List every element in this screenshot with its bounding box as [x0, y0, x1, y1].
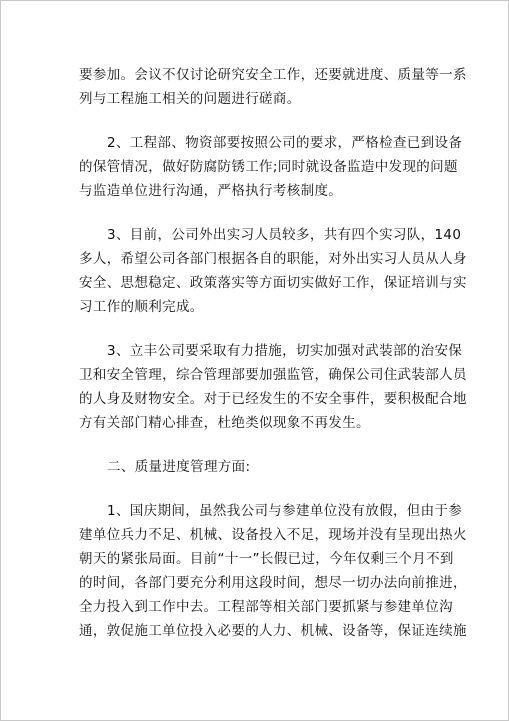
paragraph [79, 223, 467, 319]
paragraph [79, 499, 467, 643]
text-line: 多人，希望公司各部门根据各自的职能，对外出实习人员从人身 [79, 251, 467, 267]
text-line: 通，敦促施工单位投入必要的人力、机械、设备等，保证连续施 [79, 623, 467, 639]
document-body [79, 63, 467, 663]
text-line: 二、质量进度管理方面: [107, 459, 251, 475]
text-line: 安全、思想稳定、政策落实等方面切实做好工作，保证培训与实 [79, 275, 467, 291]
text-line: 卫和安全管理，综合管理部要加强监管，确保公司住武装部人员 [79, 367, 467, 383]
text-line: 要参加。会议不仅讨论研究安全工作，还要就进度、质量等一系 [79, 67, 467, 83]
text-line: 的时间，各部门要充分利用这段时间，想尽一切办法向前推进， [79, 575, 467, 591]
paragraph [79, 63, 467, 111]
text-line: 2、工程部、物资部要按照公司的要求，严格检查已到设备 [107, 135, 463, 151]
text-line: 方有关部门精心排查，杜绝类似现象不再发生。 [79, 415, 370, 431]
text-line: 3、目前，公司外出实习人员较多，共有四个实习队，140 [107, 227, 462, 243]
paragraph [79, 339, 467, 435]
text-line: 与监造单位进行沟通，严格执行考核制度。 [79, 183, 343, 199]
text-line: 列与工程施工相关的问题进行磋商。 [79, 91, 301, 107]
paragraph [79, 455, 439, 479]
text-line: 3、立丰公司要采取有力措施，切实加强对武装部的治安保 [107, 343, 463, 359]
paragraph [79, 131, 463, 203]
text-line: 的保管情况，做好防腐防锈工作;同时就设备监造中发现的问题 [79, 159, 458, 175]
text-line: 全力投入到工作中去。工程部等相关部门要抓紧与参建单位沟 [79, 599, 453, 615]
text-line: 习工作的顺利完成。 [79, 299, 204, 315]
text-line: 建单位兵力不足、机械、设备投入不足，现场并没有呈现出热火 [79, 527, 467, 543]
text-line: 1、国庆期间，虽然我公司与参建单位没有放假，但由于参 [107, 503, 463, 519]
text-line: 的人身及财物安全。对于已经发生的不安全事件，要积极配合地 [79, 391, 467, 407]
text-line: 朝天的紧张局面。目前“十一”长假已过，今年仅剩三个月不到 [79, 551, 454, 567]
